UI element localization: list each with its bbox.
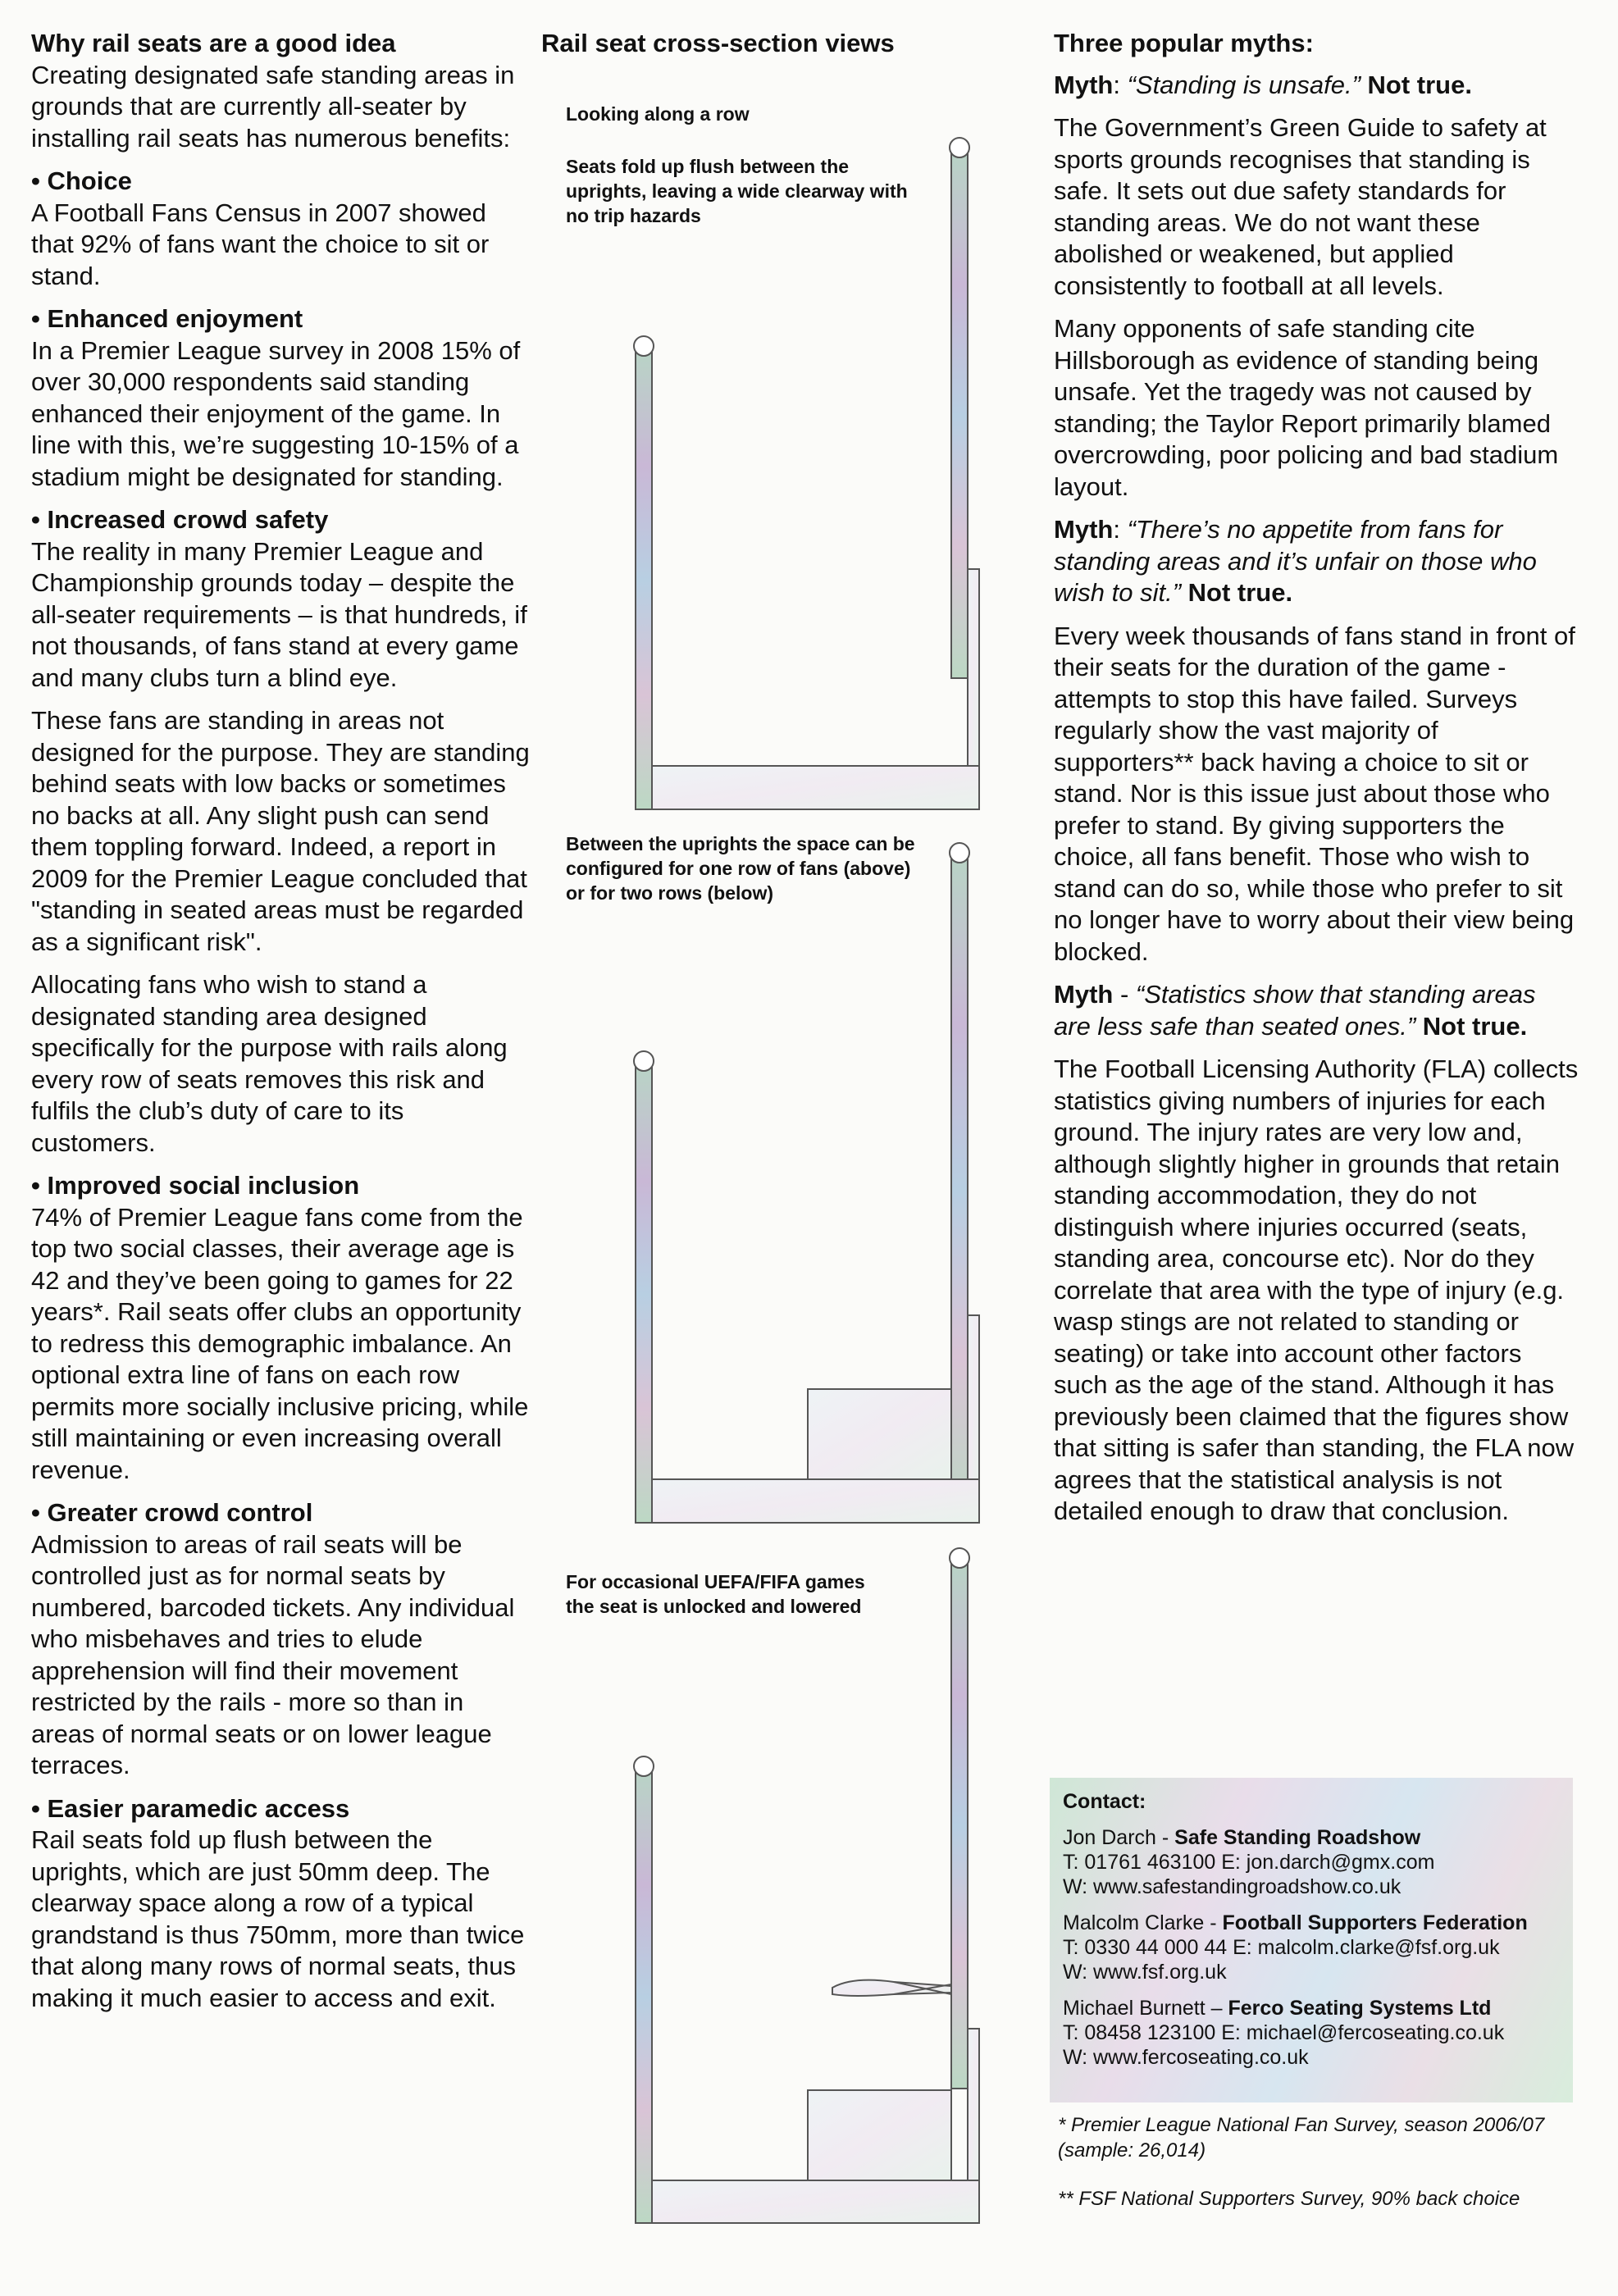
myth-quote: “Standing is unsafe.” (1127, 70, 1360, 99)
contact-name-line (1063, 1996, 1560, 2020)
contact-phone-email[interactable]: T: 08458 123100 E: michael@fercoseating.co.uk (1063, 2021, 1505, 2044)
section-para: In a Premier League survey in 2008 15% of over 30,000 respondents said standing enhanced their enjoyment of the game. In line with this, we’re suggesting 10-15% of a stadium might be designated for standing. (31, 335, 521, 491)
contact-person (1063, 1911, 1560, 1984)
contact-heading: Contact: (1063, 1790, 1146, 1813)
contact-website[interactable]: W: www.fsf.org.uk (1063, 1961, 1227, 1984)
step-floor (652, 766, 979, 809)
myth-3 (1054, 979, 1579, 1528)
section-title: • Increased crowd safety (31, 505, 329, 534)
myth-statement (1054, 70, 1579, 102)
section-inclusion (31, 1170, 531, 1486)
short-upright (636, 352, 652, 809)
tall-upright (951, 153, 968, 678)
diagram1-title: Looking along a row (566, 103, 750, 125)
myth-verdict: Not true. (1415, 1011, 1528, 1041)
myth-quote: “Statistics show that standing areas are less safe than seated ones.” (1054, 980, 1536, 1041)
myth-verdict: Not true. (1360, 70, 1472, 99)
left-heading: Why rail seats are a good idea (31, 29, 396, 57)
myth-statement (1054, 514, 1579, 609)
upright-cap (634, 336, 654, 356)
contact-org: Ferco Seating Systems Ltd (1228, 1997, 1492, 2020)
step-floor (652, 2180, 979, 2223)
section-title: • Improved social inclusion (31, 1171, 360, 1200)
myth-label: Myth (1054, 980, 1114, 1009)
contact-phone-email[interactable]: T: 01761 463100 E: jon.darch@gmx.com (1063, 1851, 1435, 1874)
tall-upright (951, 859, 968, 1523)
section-title: • Choice (31, 166, 132, 195)
section-para: Admission to areas of rail seats will be controlled just as for normal seats by numbered, barcoded tickets. Any individual who misbehaves and tries to elude apprehension will find their movement restricted by the rails - more so than in areas of normal seats or on lower league terraces. (31, 1529, 515, 1779)
contact-name: Malcolm Clarke - (1063, 1911, 1223, 1934)
section-title: • Enhanced enjoyment (31, 304, 303, 333)
middle-column (541, 28, 1025, 2242)
myth-label: Myth (1054, 515, 1114, 544)
upright-cap (950, 843, 969, 863)
seat-box (808, 2090, 951, 2180)
section-para: The reality in many Premier League and Championship grounds today – despite the all-seater requirements – is that hundreds, if not thousands, of fans stand at every game and many clubs turn a blind eye. (31, 536, 527, 692)
upright-cap (634, 1051, 654, 1071)
left-intro: Creating designated safe standing areas in grounds that are currently all-seater by installing rail seats has numerous benefits: (31, 60, 515, 153)
folded-seat (968, 569, 979, 766)
myth-2 (1054, 514, 1579, 968)
myth-1 (1054, 70, 1579, 503)
section-paramedic (31, 1793, 531, 2015)
contact-name: Jon Darch - (1063, 1826, 1175, 1849)
section-title: • Greater crowd control (31, 1498, 313, 1527)
myth-statement (1054, 979, 1579, 1042)
right-column (1054, 28, 1579, 1539)
diagram2-caption: Between the uprights the space can be configured for one row of fans (above) or for two rows (below) (566, 833, 915, 904)
footnote: * Premier League National Fan Survey, season 2006/07 (sample: 26,014) (1058, 2114, 1545, 2162)
contact-name-line (1063, 1911, 1560, 1935)
contact-org: Football Supporters Federation (1222, 1911, 1528, 1934)
contact-person (1063, 1825, 1560, 1899)
contact-org: Safe Standing Roadshow (1174, 1826, 1421, 1849)
folded-seat (968, 1315, 979, 1479)
upright-cap (950, 138, 969, 157)
diagram1-caption: Seats fold up flush between the uprights, leaving a wide clearway with no trip hazards (566, 156, 908, 226)
section-para: A Football Fans Census in 2007 showed that 92% of fans want the choice to sit or stand. (31, 198, 490, 290)
myth-separator: : (1113, 70, 1128, 99)
myth-label: Myth (1054, 70, 1114, 99)
seat-box (808, 1389, 951, 1479)
short-upright (636, 1772, 652, 2223)
contact-person (1063, 1996, 1560, 2070)
contact-name-line (1063, 1825, 1560, 1850)
myth-verdict: Not true. (1181, 578, 1293, 607)
diagram1-cross-section (541, 110, 1000, 823)
section-para: Rail seats fold up flush between the uprights, which are just 50mm deep. The clearway space along a row of a typical grandstand is thus 750mm, more than twice that along many rows of normal seats, thus making it much easier to access and exit. (31, 1825, 525, 2012)
myth-para: Many opponents of safe standing cite Hillsborough as evidence of standing being unsafe. Yet the tragedy was not caused by standing; the Taylor Report primarily blamed overcrowding, poor policing and bad stadium layout. (1054, 314, 1559, 501)
myth-separator: : (1113, 515, 1128, 544)
myth-quote: “There’s no appetite from fans for standing areas and it’s unfair on those who wish to sit.” (1054, 515, 1537, 607)
section-para: Allocating fans who wish to stand a designated standing area designed specifically for the purpose with rails along every row of seats removes this risk and fulfils the club’s duty of care to its customers. (31, 970, 508, 1157)
section-title: • Easier paramedic access (31, 1793, 350, 1823)
upright-cap (950, 1548, 969, 1568)
step-floor (652, 1479, 979, 1523)
diagram3-cross-section (541, 1520, 1000, 2242)
section-enjoyment (31, 303, 531, 493)
section-safety (31, 504, 531, 1159)
contact-name: Michael Burnett – (1063, 1997, 1228, 2020)
contact-box (1050, 1778, 1573, 2102)
myths-heading: Three popular myths: (1054, 29, 1314, 57)
myth-para: Every week thousands of fans stand in front of their seats for the duration of the game - attempts to stop this have failed. Surveys regularly show the vast majority of supporters** back having a choice to sit or stand. Nor is this issue just about those who prefer to stand. By giving supporters the choice, all fans benefit. Those who wish to stand can do so, while those who prefer to sit no longer have to worry about their view being blocked. (1054, 621, 1575, 966)
section-para: These fans are standing in areas not designed for the purpose. They are standing behind seats with low backs or sometimes no backs at all. Any slight push can send them toppling forward. Indeed, a report in 2009 for the Premier League concluded that "standing in seated areas must be regarded as a significant risk". (31, 706, 530, 956)
upright-base (968, 2029, 979, 2180)
contact-website[interactable]: W: www.safestandingroadshow.co.uk (1063, 1875, 1402, 1898)
contact-phone-email[interactable]: T: 0330 44 000 44 E: malcolm.clarke@fsf.org.uk (1063, 1936, 1500, 1959)
diagram2-cross-section (541, 815, 1000, 1537)
section-choice (31, 166, 531, 292)
section-para: 74% of Premier League fans come from the top two social classes, their average age is 42 and they’ve been going to games for 22 years*. Rail seats offer clubs an opportunity to redress this demographic imbalance. An optional extra line of fans on each row permits more socially inclusive pricing, while still maintaining or even increasing overall revenue. (31, 1202, 529, 1484)
left-column (31, 28, 531, 2025)
myth-separator: - (1113, 980, 1136, 1009)
diagram3-caption: For occasional UEFA/FIFA games the seat is unlocked and lowered (566, 1571, 865, 1617)
myth-para: The Government’s Green Guide to safety at sports grounds recognises that standing is safe. It sets out due safety standards for standing areas. We do not want these abolished or weakened, but applied consistently to football at all levels. (1054, 113, 1547, 300)
footnote: ** FSF National Supporters Survey, 90% back choice (1058, 2188, 1520, 2210)
diagram-heading: Rail seat cross-section views (541, 29, 895, 57)
section-crowd-control (31, 1497, 531, 1782)
upright-cap (634, 1756, 654, 1776)
myth-para: The Football Licensing Authority (FLA) collects statistics giving numbers of injuries for each ground. The injury rates are very low and, although slightly higher in grounds that retain standing accommodation, they do not distinguish where injuries occurred (seats, standing area, concourse etc). Nor do they correlate that area with the type of injury (e.g. wasp stings are not related to standing or seating) or take into account other factors such as the age of the stand. Although it has previously been claimed that the figures show that sitting is safer than standing, the FLA now agrees that the statistical analysis is not detailed enough to draw that conclusion. (1054, 1055, 1579, 1525)
tall-upright (951, 1564, 968, 2089)
footnotes (1058, 2112, 1566, 2234)
contact-website[interactable]: W: www.fercoseating.co.uk (1063, 2046, 1309, 2069)
short-upright (636, 1067, 652, 1523)
